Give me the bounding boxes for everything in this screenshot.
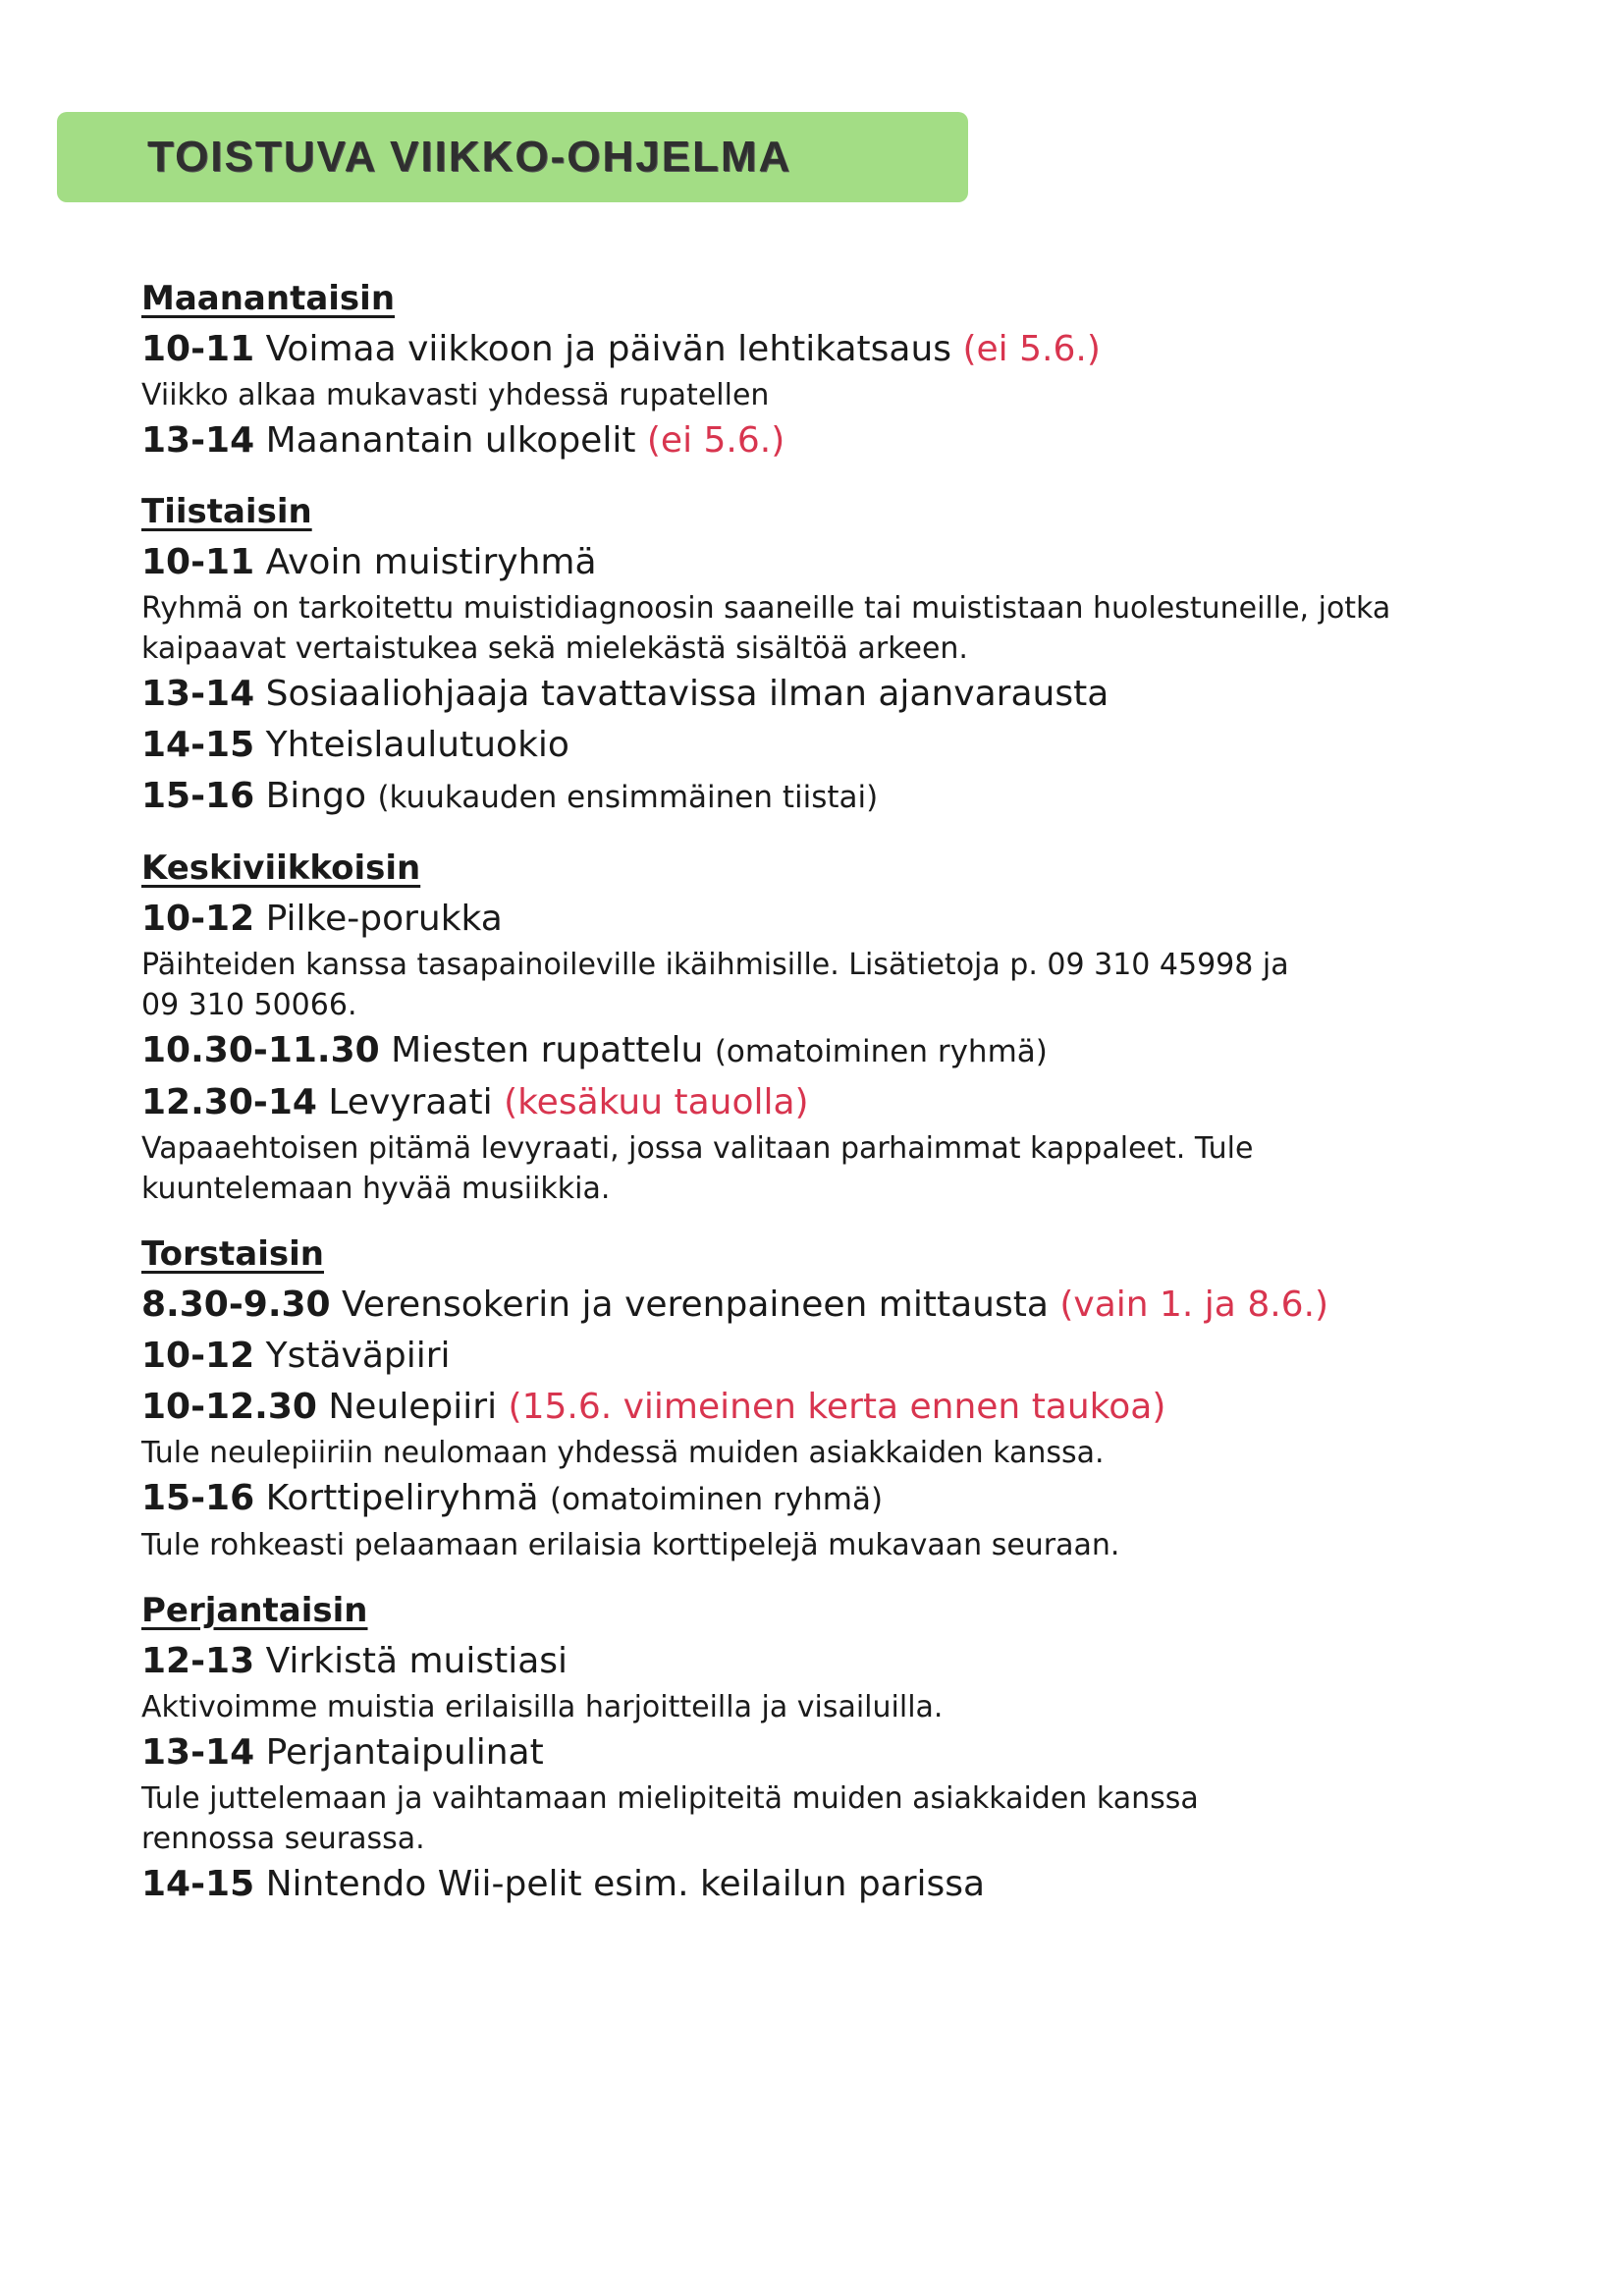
item-time: 14-15 [141,725,255,765]
section-gap [141,1565,1516,1585]
page-title: TOISTUVA VIIKKO-OHJELMA [147,133,792,181]
schedule-item [141,669,1516,720]
item-description: Ryhmä on tarkoitettu muistidiagnoosin saaneille tai muististaan huolestuneille, jotka kaipaavat vertaistukea sekä mielekästä sisältöä arkeen. [141,591,1391,666]
item-time: 12-13 [141,1641,255,1681]
item-title: Sosiaaliohjaaja tavattavissa ilman ajanvarausta [265,674,1109,714]
item-time: 13-14 [141,674,255,714]
item-title: Levyraati [328,1082,493,1122]
schedule-item [141,1077,1516,1128]
item-title: Voimaa viikkoon ja päivän lehtikatsaus [265,329,952,369]
title-banner [57,112,968,202]
item-note: (omatoiminen ryhmä) [714,1034,1048,1069]
day-section [141,1585,1516,1910]
item-note: (ei 5.6.) [646,420,785,461]
item-time: 10-12 [141,1336,255,1376]
schedule-item [141,1382,1516,1433]
item-title: Perjantaipulinat [265,1732,544,1773]
item-title: Pilke-porukka [265,899,503,939]
day-heading: Perjantaisin [141,1591,368,1630]
item-time: 10.30-11.30 [141,1030,380,1070]
item-time: 10-11 [141,329,255,369]
item-time: 12.30-14 [141,1082,317,1122]
weekly-schedule [141,273,1516,1910]
item-title: Yhteislaulutuokio [265,725,569,765]
schedule-item [141,324,1516,375]
schedule-item [141,1331,1516,1382]
day-section [141,273,1516,466]
schedule-item [141,415,1516,466]
item-title: Virkistä muistiasi [265,1641,568,1681]
day-heading: Keskiviikkoisin [141,848,421,888]
day-section [141,1229,1516,1565]
item-title: Nintendo Wii-pelit esim. keilailun parissa [265,1864,986,1904]
item-time: 8.30-9.30 [141,1285,331,1325]
item-title: Verensokerin ja verenpaineen mittausta [342,1285,1049,1325]
item-note: (15.6. viimeinen kerta ennen taukoa) [508,1387,1166,1427]
item-time: 15-16 [141,776,255,816]
item-time: 15-16 [141,1478,255,1518]
item-description: Aktivoimme muistia erilaisilla harjoitteilla ja visailuilla. [141,1690,944,1724]
day-heading: Maanantaisin [141,279,396,318]
schedule-item [141,1280,1516,1331]
section-gap [141,823,1516,843]
schedule-item [141,537,1516,588]
item-description: Tule neulepiiriin neulomaan yhdessä muiden asiakkaiden kanssa. [141,1436,1105,1470]
item-title: Maanantain ulkopelit [265,420,636,461]
item-description: Päihteiden kanssa tasapainoileville ikäihmisille. Lisätietoja p. 09 310 45998 ja 09 310 50066. [141,948,1289,1022]
item-time: 13-14 [141,1732,255,1773]
item-time: 10-12.30 [141,1387,317,1427]
item-description: Viikko alkaa mukavasti yhdessä rupatellen [141,378,770,412]
schedule-item [141,1859,1516,1910]
item-note: (ei 5.6.) [962,329,1101,369]
item-time: 10-12 [141,899,255,939]
section-gap [141,466,1516,486]
schedule-item [141,1025,1516,1077]
item-note: (omatoiminen ryhmä) [549,1482,884,1517]
item-description: Tule juttelemaan ja vaihtamaan mielipiteitä muiden asiakkaiden kanssa rennossa seurassa. [141,1781,1199,1856]
day-section [141,486,1516,823]
item-title: Ystäväpiiri [265,1336,451,1376]
day-heading: Torstaisin [141,1234,324,1274]
item-description: Tule rohkeasti pelaamaan erilaisia korttipelejä mukavaan seuraan. [141,1528,1120,1562]
schedule-item [141,771,1516,823]
schedule-item [141,1473,1516,1525]
item-time: 13-14 [141,420,255,461]
item-title: Korttipeliryhmä [265,1478,539,1518]
item-time: 14-15 [141,1864,255,1904]
schedule-item [141,1727,1516,1778]
item-note: (kesäkuu tauolla) [504,1082,809,1122]
schedule-item [141,720,1516,771]
item-title: Avoin muistiryhmä [265,542,597,582]
item-description: Vapaaehtoisen pitämä levyraati, jossa valitaan parhaimmat kappaleet. Tule kuuntelemaan hyvää musiikkia. [141,1131,1254,1206]
item-title: Bingo [265,776,366,816]
item-title: Miesten rupattelu [391,1030,704,1070]
item-time: 10-11 [141,542,255,582]
day-heading: Tiistaisin [141,492,312,531]
item-note: (kuukauden ensimmäinen tiistai) [377,780,879,815]
day-section [141,843,1516,1209]
section-gap [141,1209,1516,1229]
schedule-item [141,1636,1516,1687]
schedule-item [141,894,1516,945]
item-title: Neulepiiri [328,1387,498,1427]
item-note: (vain 1. ja 8.6.) [1059,1285,1329,1325]
